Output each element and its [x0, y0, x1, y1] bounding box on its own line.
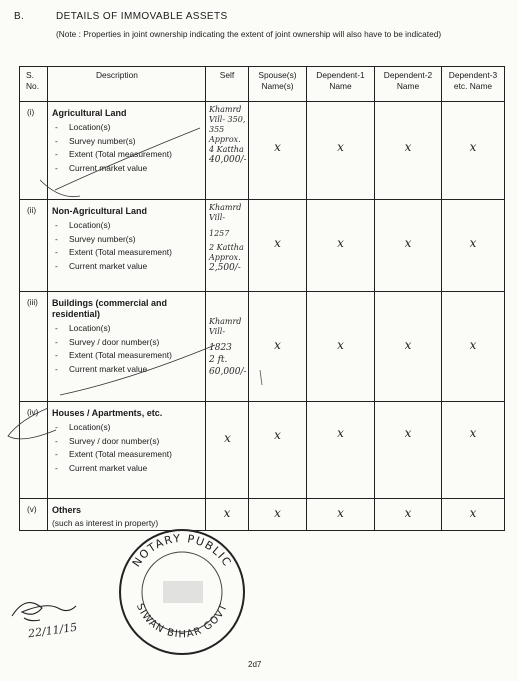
- cross-mark: x: [404, 140, 412, 154]
- dependent-2-cell: [375, 200, 442, 292]
- header-row: [20, 67, 505, 102]
- handwritten-entry: 1823: [209, 343, 232, 353]
- handwritten-entry: 60,000/-: [209, 367, 247, 377]
- row-item: - Location(s): [55, 122, 111, 132]
- row-description: [48, 292, 206, 402]
- handwritten-entry: 4 Kattha: [209, 145, 244, 154]
- cross-mark: x: [404, 426, 412, 440]
- section-title: DETAILS OF IMMOVABLE ASSETS: [56, 11, 228, 22]
- dependent-2-cell: [375, 292, 442, 402]
- signature: [6, 588, 116, 663]
- cross-mark: x: [337, 236, 344, 250]
- cross-mark: x: [469, 236, 477, 250]
- cross-mark: x: [404, 236, 412, 250]
- table-row: [20, 292, 505, 402]
- cross-mark: x: [337, 140, 344, 154]
- row-item: - Extent (Total measurement): [55, 350, 172, 361]
- signature-date: 22/11/15: [27, 620, 79, 641]
- row-item: - Survey number(s): [55, 233, 136, 244]
- cross-mark: x: [337, 506, 344, 520]
- section-number: B.: [14, 11, 25, 22]
- dependent-3-cell: [442, 402, 505, 499]
- dependent-3-cell: [442, 102, 505, 200]
- row-description: [48, 102, 206, 200]
- dependent-2-cell: [375, 499, 442, 531]
- row-sno: (ii): [20, 200, 48, 292]
- self-entry-cell: [206, 102, 249, 200]
- header-dependent-2: Dependent-2 Name: [375, 67, 442, 102]
- svg-text:NOTARY PUBLIC: [130, 532, 234, 569]
- handwritten-entry: 2 Kattha: [209, 243, 244, 252]
- handwritten-entry: Khamrd: [209, 203, 242, 212]
- row-item: - Extent (Total measurement): [55, 247, 172, 258]
- header-dependent-1: Dependent-1 Name: [307, 67, 375, 102]
- cross-mark: x: [469, 338, 477, 352]
- handwritten-entry: Vill-: [209, 213, 226, 222]
- dependent-1-cell: [307, 200, 375, 292]
- dependent-2-cell: [375, 402, 442, 499]
- table-row: [20, 102, 505, 200]
- row-item: - Current market value: [55, 162, 148, 173]
- svg-text:SIWAN BIHAR GOVT: [134, 602, 230, 640]
- cross-mark: x: [469, 506, 477, 520]
- handwritten-entry: Khamrd: [209, 105, 242, 114]
- handwritten-entry: 40,000/-: [209, 155, 247, 165]
- row-sno: (i): [20, 102, 48, 200]
- immovable-assets-table: [19, 66, 505, 531]
- cross-mark: x: [223, 506, 231, 520]
- cross-mark: x: [274, 338, 281, 352]
- cross-mark: x: [337, 426, 344, 440]
- header-spouse: Spouse(s) Name(s): [249, 67, 307, 102]
- row-item: - Location(s): [55, 323, 111, 333]
- handwritten-entry: Vill- 350,: [209, 115, 246, 124]
- row-sno: (v): [20, 499, 48, 531]
- dependent-3-cell: [442, 200, 505, 292]
- row-item: - Extent (Total measurement): [55, 449, 172, 460]
- row-item: - Survey / door number(s): [55, 336, 160, 347]
- cross-mark: x: [274, 428, 281, 442]
- handwritten-entry: Approx.: [209, 253, 241, 262]
- row-sno: (iv): [20, 402, 48, 499]
- self-entry-cell: [206, 200, 249, 292]
- cross-mark: x: [274, 506, 281, 520]
- stamp-top-text: NOTARY PUBLIC: [129, 531, 235, 570]
- handwritten-entry: 355: [209, 125, 225, 134]
- row-note: (such as interest in property): [52, 518, 159, 528]
- cross-mark: x: [224, 431, 231, 445]
- notary-stamp: [115, 525, 250, 665]
- spouse-cell: [249, 499, 307, 531]
- handwritten-entry: Approx.: [209, 135, 241, 144]
- dependent-3-cell: [442, 499, 505, 531]
- cross-mark: x: [274, 236, 281, 250]
- header-description: Description: [48, 67, 206, 102]
- handwritten-entry: 2,500/-: [209, 263, 241, 273]
- row-item: - Extent (Total measurement): [55, 149, 172, 160]
- table-row: [20, 402, 505, 499]
- row-category: Houses / Apartments, etc.: [52, 408, 163, 418]
- row-description: [48, 402, 206, 499]
- dependent-1-cell: [307, 402, 375, 499]
- row-category: Agricultural Land: [52, 108, 127, 118]
- section-note: (Note : Properties in joint ownership indicating the extent of joint ownership will also have to be indicated): [56, 29, 442, 39]
- self-entry-cell: [206, 402, 249, 499]
- spouse-cell: [249, 292, 307, 402]
- row-item: - Location(s): [55, 220, 111, 230]
- cross-mark: x: [404, 338, 412, 352]
- row-category: Buildings (commercial and residential): [52, 298, 168, 319]
- handwritten-entry: 1257: [209, 229, 230, 238]
- spouse-cell: [249, 102, 307, 200]
- self-entry-cell: [206, 292, 249, 402]
- cross-mark: x: [469, 140, 477, 154]
- dependent-1-cell: [307, 102, 375, 200]
- dependent-3-cell: [442, 292, 505, 402]
- dependent-1-cell: [307, 292, 375, 402]
- spouse-cell: [249, 200, 307, 292]
- row-item: - Current market value: [55, 363, 148, 374]
- row-item: - Survey / door number(s): [55, 435, 160, 446]
- cross-mark: x: [337, 338, 344, 352]
- table-row: [20, 200, 505, 292]
- handwritten-entry: 2 ft.: [209, 355, 228, 365]
- cross-mark: x: [404, 506, 412, 520]
- cross-mark: x: [274, 140, 281, 154]
- row-item: - Survey number(s): [55, 135, 136, 146]
- table-row: [20, 499, 505, 531]
- row-item: - Current market value: [55, 462, 148, 473]
- spouse-cell: [249, 402, 307, 499]
- row-description: [48, 200, 206, 292]
- cross-mark: x: [469, 426, 477, 440]
- page-number: 2d7: [248, 660, 262, 669]
- row-item: - Location(s): [55, 422, 111, 432]
- handwritten-entry: Khamrd: [209, 317, 242, 326]
- dependent-1-cell: [307, 499, 375, 531]
- handwritten-entry: Vill-: [209, 327, 226, 336]
- dependent-2-cell: [375, 102, 442, 200]
- row-category: Non-Agricultural Land: [52, 206, 147, 216]
- row-item: - Current market value: [55, 260, 148, 271]
- header-dependent-3: Dependent-3 etc. Name: [442, 67, 505, 102]
- row-sno: (iii): [20, 292, 48, 402]
- stamp-bottom-text: SIWAN BIHAR GOVT: [133, 601, 231, 641]
- row-category: Others: [52, 505, 82, 515]
- header-self: Self: [206, 67, 249, 102]
- header-sno: S. No.: [20, 67, 48, 102]
